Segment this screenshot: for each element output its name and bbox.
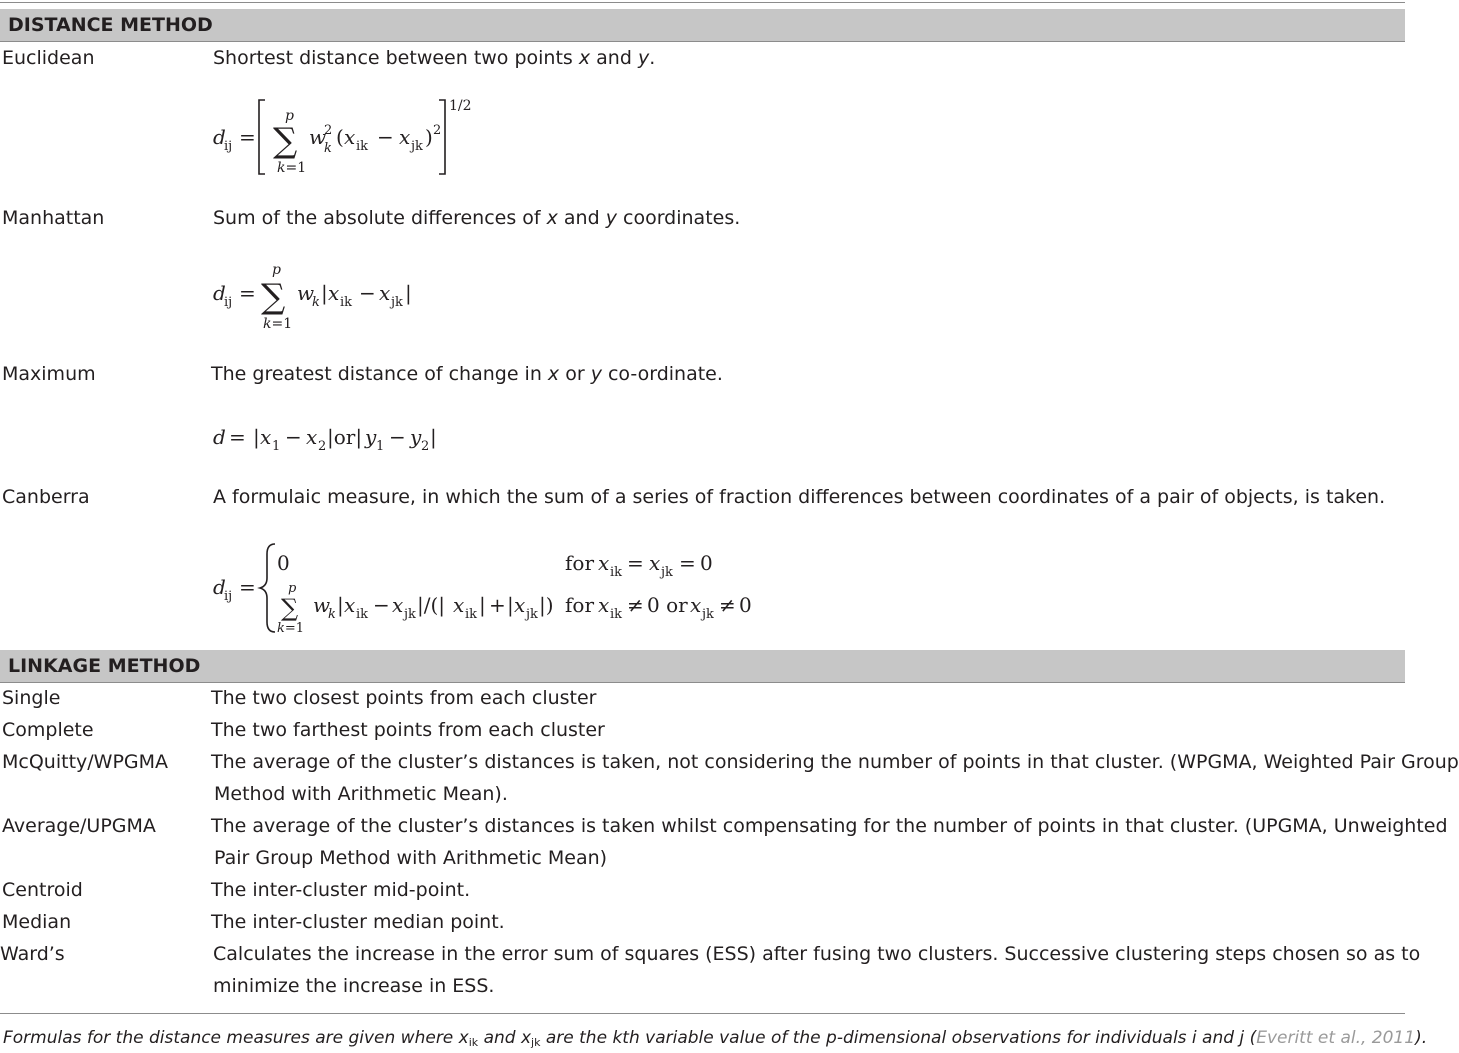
svg-text:|: | bbox=[507, 593, 514, 617]
svg-text:|): |) bbox=[539, 593, 554, 617]
mcquitty-description-line2: Method with Arithmetic Mean). bbox=[214, 783, 508, 805]
svg-text:1: 1 bbox=[272, 439, 281, 454]
svg-text:w: w bbox=[297, 281, 315, 305]
svg-text:−: − bbox=[373, 593, 390, 617]
svg-text:≠: ≠ bbox=[627, 593, 644, 617]
wards-description bbox=[213, 938, 1421, 1002]
svg-text:p: p bbox=[285, 108, 294, 124]
svg-text:0: 0 bbox=[739, 593, 752, 617]
maximum-formula bbox=[213, 422, 453, 454]
svg-text:jk: jk bbox=[526, 607, 538, 622]
svg-text:=: = bbox=[627, 551, 644, 575]
canberra-description: A formulaic measure, in which the sum of a series of fraction differences between coordinates of a pair of objects, is taken. bbox=[213, 486, 1386, 508]
svg-text:2: 2 bbox=[324, 123, 333, 138]
average-description bbox=[211, 810, 1448, 874]
manhattan-description: Sum of the absolute differences of x and y coordinates. bbox=[213, 207, 741, 229]
svg-text:2: 2 bbox=[433, 123, 442, 138]
svg-text:d: d bbox=[213, 125, 226, 149]
svg-text:x: x bbox=[379, 281, 391, 305]
maximum-label: Maximum bbox=[2, 363, 96, 385]
svg-text:k: k bbox=[312, 295, 320, 310]
complete-description: The two farthest points from each cluster bbox=[211, 719, 605, 741]
svg-text:ik: ik bbox=[610, 607, 623, 622]
svg-text:x: x bbox=[649, 551, 661, 575]
svg-text:0: 0 bbox=[700, 551, 713, 575]
euclidean-label: Euclidean bbox=[2, 47, 95, 69]
svg-text:|: | bbox=[479, 593, 486, 617]
header-divider bbox=[0, 41, 1405, 42]
svg-text:ij: ij bbox=[224, 589, 233, 604]
svg-text:∑: ∑ bbox=[261, 277, 286, 317]
svg-text:d: d bbox=[213, 425, 226, 449]
manhattan-label: Manhattan bbox=[2, 207, 105, 229]
svg-text:=: = bbox=[679, 551, 696, 575]
svg-text:x: x bbox=[598, 593, 610, 617]
wards-label: Ward’s bbox=[0, 943, 65, 965]
svg-text:|/(|: |/(| bbox=[417, 593, 446, 617]
manhattan-formula bbox=[213, 258, 453, 338]
svg-text:k: k bbox=[328, 607, 336, 622]
svg-text:=: = bbox=[239, 281, 256, 305]
svg-text:0: 0 bbox=[277, 551, 290, 575]
svg-text:ik: ik bbox=[610, 565, 623, 580]
euclidean-description: Shortest distance between two points x and y. bbox=[213, 47, 656, 69]
svg-text:0 or: 0 or bbox=[647, 593, 688, 617]
maximum-description: The greatest distance of change in x or y co-ordinate. bbox=[211, 363, 723, 385]
svg-text:x: x bbox=[392, 593, 404, 617]
canberra-formula-svg bbox=[213, 540, 773, 636]
svg-text:2: 2 bbox=[421, 439, 430, 454]
table-footnote: Formulas for the distance measures are given where $x_{ik}$ and $x_{jk}$ are the kth variable value of the p-dimensional observations for individuals i and j (Everitt et al., 2011). bbox=[3, 1028, 1428, 1049]
wards-description-line2: minimize the increase in ESS. bbox=[213, 975, 495, 997]
svg-text:jk: jk bbox=[404, 607, 416, 622]
svg-text:+: + bbox=[489, 593, 506, 617]
svg-text:x: x bbox=[399, 125, 411, 149]
svg-text:x: x bbox=[306, 425, 318, 449]
svg-text:=: = bbox=[239, 125, 256, 149]
svg-text:|: | bbox=[337, 593, 344, 617]
svg-text:−: − bbox=[389, 425, 406, 449]
euclidean-formula-svg bbox=[213, 94, 513, 184]
svg-text:jk: jk bbox=[391, 295, 403, 310]
median-label: Median bbox=[2, 911, 72, 933]
svg-text:k=1: k=1 bbox=[263, 316, 293, 332]
svg-text:x: x bbox=[260, 425, 272, 449]
svg-text:for: for bbox=[565, 593, 595, 617]
single-description: The two closest points from each cluster bbox=[211, 687, 597, 709]
svg-text:x: x bbox=[598, 551, 610, 575]
svg-text:x: x bbox=[344, 125, 356, 149]
svg-text:d: d bbox=[213, 281, 226, 305]
svg-text:ik: ik bbox=[356, 607, 369, 622]
citation-link[interactable]: Everitt et al., 2011 bbox=[1256, 1028, 1416, 1048]
svg-text:k=1: k=1 bbox=[277, 621, 305, 636]
svg-text:jk: jk bbox=[702, 607, 714, 622]
svg-text:=: = bbox=[239, 575, 256, 599]
svg-text:p: p bbox=[288, 581, 297, 596]
svg-text:ik: ik bbox=[465, 607, 478, 622]
svg-text:ik: ik bbox=[340, 295, 353, 310]
canberra-label: Canberra bbox=[2, 486, 90, 508]
manhattan-formula-svg bbox=[213, 258, 453, 338]
svg-text:|: | bbox=[253, 425, 260, 449]
svg-text:x: x bbox=[344, 593, 356, 617]
linkage-method-header: LINKAGE METHOD bbox=[0, 650, 1405, 682]
mcquitty-label: McQuitty/WPGMA bbox=[2, 751, 169, 773]
svg-text:2: 2 bbox=[318, 439, 327, 454]
svg-text:∑: ∑ bbox=[281, 594, 299, 622]
svg-text:1/2: 1/2 bbox=[449, 98, 472, 114]
svg-text:|: | bbox=[430, 425, 437, 449]
svg-text:w: w bbox=[309, 125, 327, 149]
median-description: The inter-cluster median point. bbox=[211, 911, 505, 933]
svg-text:y: y bbox=[365, 425, 377, 449]
svg-text:∑: ∑ bbox=[273, 121, 298, 161]
average-description-line2: Pair Group Method with Arithmetic Mean) bbox=[214, 847, 608, 869]
svg-text:w: w bbox=[313, 593, 331, 617]
svg-text:for: for bbox=[565, 551, 595, 575]
svg-text:jk: jk bbox=[661, 565, 673, 580]
centroid-description: The inter-cluster mid-point. bbox=[211, 879, 471, 901]
svg-text:−: − bbox=[377, 125, 394, 149]
svg-text:1: 1 bbox=[376, 439, 385, 454]
svg-text:): ) bbox=[425, 125, 433, 149]
top-rule bbox=[0, 2, 1405, 3]
svg-text:|or|: |or| bbox=[327, 425, 363, 449]
svg-text:jk: jk bbox=[411, 139, 423, 154]
svg-text:x: x bbox=[328, 281, 340, 305]
canberra-formula bbox=[213, 540, 773, 636]
mcquitty-description bbox=[211, 746, 1459, 810]
svg-text:y: y bbox=[410, 425, 422, 449]
svg-text:p: p bbox=[272, 262, 281, 278]
average-description-line1: The average of the cluster’s distances is taken whilst compensating for the number of points in that cluster. (UPGMA, Unweighted bbox=[211, 815, 1448, 837]
centroid-label: Centroid bbox=[2, 879, 83, 901]
header-divider bbox=[0, 682, 1405, 683]
svg-text:ij: ij bbox=[224, 139, 233, 154]
mcquitty-description-line1: The average of the cluster’s distances is taken, not considering the number of points in that cluster. (WPGMA, Weighted Pair Group bbox=[211, 751, 1459, 773]
svg-text:k: k bbox=[324, 141, 332, 156]
average-label: Average/UPGMA bbox=[2, 815, 156, 837]
euclidean-formula bbox=[213, 94, 513, 184]
svg-text:x: x bbox=[453, 593, 465, 617]
footnote-text-end: ). bbox=[1415, 1028, 1428, 1048]
svg-text:ij: ij bbox=[224, 295, 233, 310]
svg-text:ik: ik bbox=[356, 139, 369, 154]
svg-text:k=1: k=1 bbox=[277, 160, 307, 176]
maximum-formula-svg bbox=[213, 422, 453, 454]
footnote-text-start: Formulas for the distance measures are given where x bbox=[3, 1028, 469, 1048]
svg-text:≠: ≠ bbox=[719, 593, 736, 617]
bottom-rule bbox=[0, 1013, 1405, 1014]
svg-text:d: d bbox=[213, 575, 226, 599]
footnote-text-middle: are the kth variable value of the p-dimensional observations for individuals i and j ( bbox=[540, 1028, 1257, 1048]
single-label: Single bbox=[2, 687, 61, 709]
svg-text:|: | bbox=[321, 281, 328, 305]
svg-text:−: − bbox=[359, 281, 376, 305]
svg-text:=: = bbox=[229, 425, 246, 449]
distance-method-header: DISTANCE METHOD bbox=[0, 9, 1405, 41]
svg-text:|: | bbox=[405, 281, 412, 305]
svg-text:x: x bbox=[690, 593, 702, 617]
svg-text:−: − bbox=[285, 425, 302, 449]
svg-text:(: ( bbox=[336, 125, 344, 149]
svg-text:x: x bbox=[514, 593, 526, 617]
complete-label: Complete bbox=[2, 719, 94, 741]
wards-description-line1: Calculates the increase in the error sum of squares (ESS) after fusing two clusters. Successive clustering steps chosen so as to bbox=[213, 943, 1421, 965]
